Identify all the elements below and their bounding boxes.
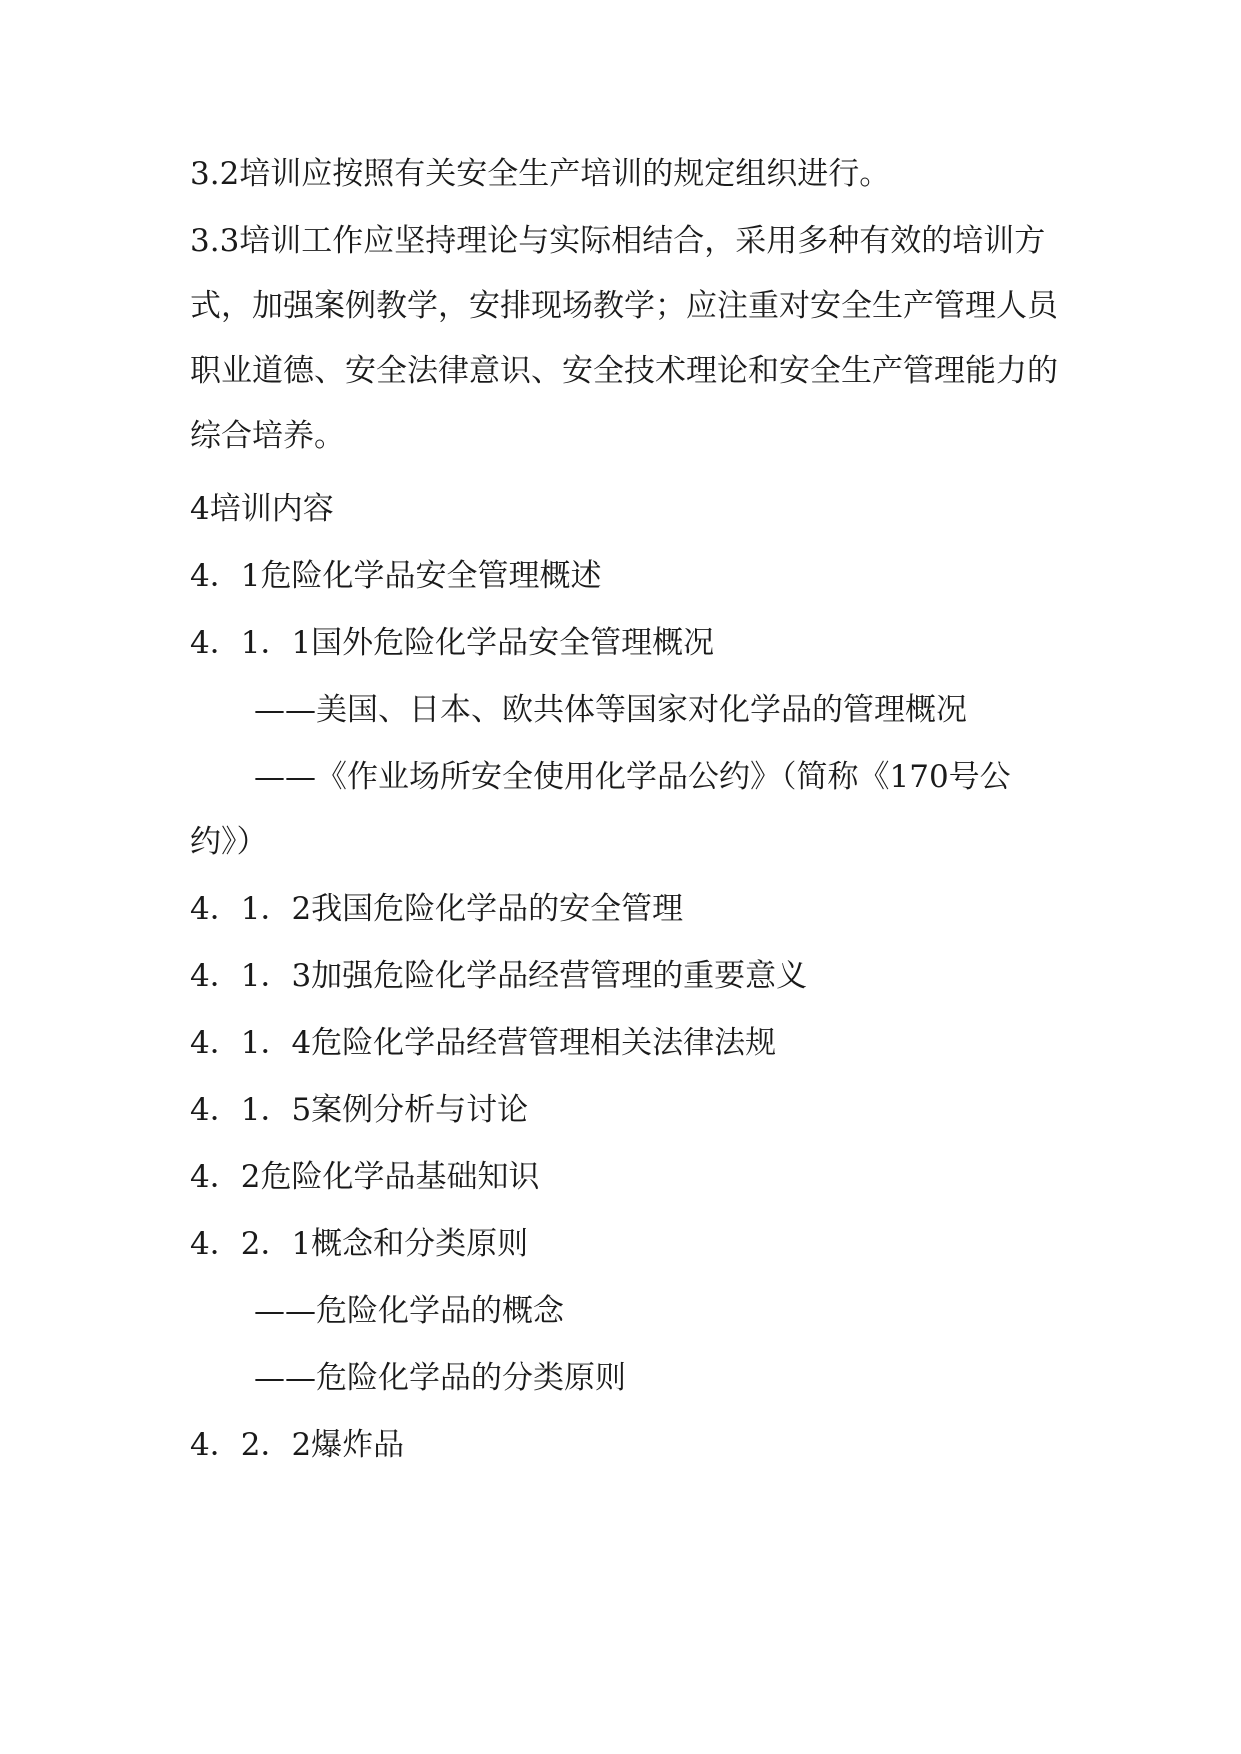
heading-4-1-3: 4．1．3加强危险化学品经营管理的重要意义 <box>190 958 808 994</box>
list-item: ——危险化学品的概念 <box>254 1293 564 1329</box>
heading-4: 4培训内容 <box>190 491 334 527</box>
heading-4-2-1: 4．2．1概念和分类原则 <box>190 1226 529 1262</box>
heading-4-1-2: 4．1．2我国危险化学品的安全管理 <box>190 891 684 927</box>
list-item: ——《作业场所安全使用化学品公约》（简称《170号公约》） <box>190 759 1011 860</box>
document-body <box>190 142 1070 1478</box>
list-item: ——美国、日本、欧共体等国家对化学品的管理概况 <box>254 692 967 728</box>
heading-4-1-5: 4．1．5案例分析与讨论 <box>190 1092 529 1128</box>
heading-4-2-2: 4．2．2爆炸品 <box>190 1427 405 1463</box>
paragraph-3-3: 3.3培训工作应坚持理论与实际相结合，采用多种有效的培训方式，加强案例教学，安排现场教学；应注重对安全生产管理人员职业道德、安全法律意识、安全技术理论和安全生产管理能力的综合培养。 <box>190 223 1058 454</box>
heading-4-2: 4．2危险化学品基础知识 <box>190 1159 540 1195</box>
paragraph-3-2: 3.2培训应按照有关安全生产培训的规定组织进行。 <box>190 156 891 192</box>
heading-4-1: 4．1危险化学品安全管理概述 <box>190 558 602 594</box>
list-item: ——危险化学品的分类原则 <box>254 1360 626 1396</box>
heading-4-1-4: 4．1．4危险化学品经营管理相关法律法规 <box>190 1025 777 1061</box>
heading-4-1-1: 4．1．1国外危险化学品安全管理概况 <box>190 625 715 661</box>
